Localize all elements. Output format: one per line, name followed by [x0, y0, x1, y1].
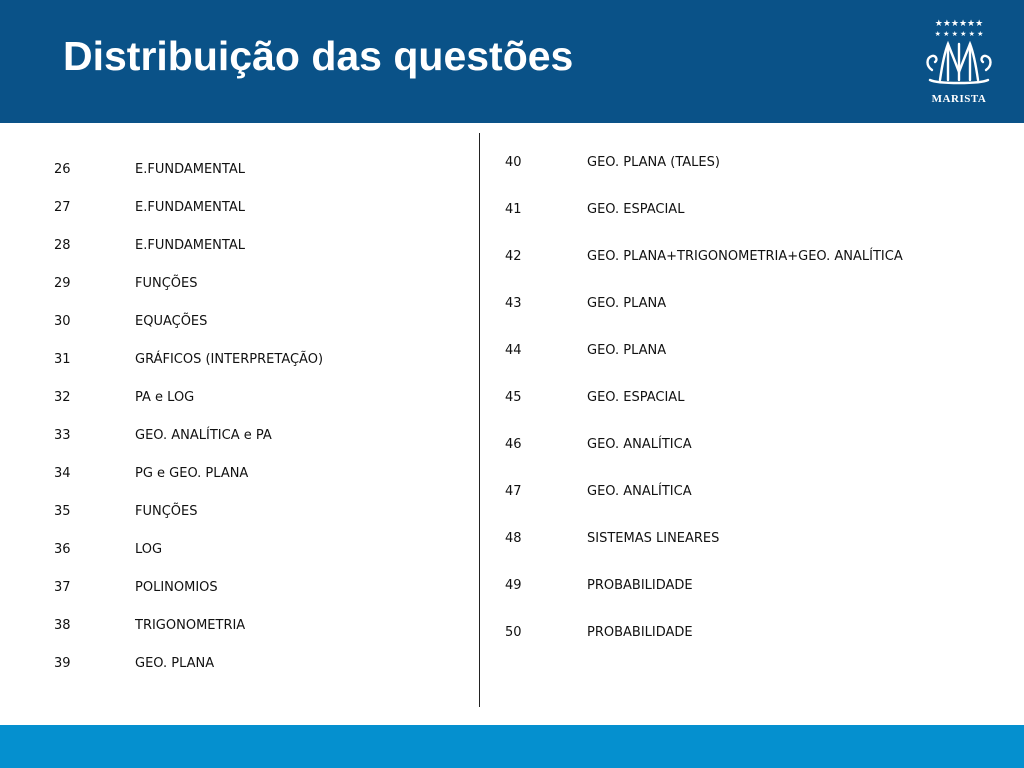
footer-bar: [0, 725, 1024, 768]
question-number: 42: [505, 249, 522, 264]
question-topic: PROBABILIDADE: [587, 625, 693, 640]
question-topic: LOG: [135, 542, 163, 557]
question-topic: GEO. PLANA: [587, 296, 667, 311]
question-number: 47: [505, 484, 522, 499]
question-number: 48: [505, 531, 522, 546]
question-number: 39: [54, 656, 71, 671]
question-topic: EQUAÇÕES: [135, 314, 208, 329]
question-topic: GEO. PLANA: [587, 343, 667, 358]
question-topic: GEO. ANALÍTICA e PA: [135, 428, 272, 443]
marista-monogram-icon: [918, 14, 1000, 92]
question-number: 43: [505, 296, 522, 311]
question-number: 41: [505, 202, 522, 217]
question-number: 50: [505, 625, 522, 640]
question-topic: GEO. ANALÍTICA: [587, 437, 692, 452]
question-topic: E.FUNDAMENTAL: [135, 200, 245, 215]
column-divider: [479, 133, 480, 707]
question-number: 27: [54, 200, 71, 215]
logo-text: MARISTA: [931, 93, 987, 105]
page-title: Distribuição das questões: [63, 33, 574, 79]
question-topic: SISTEMAS LINEARES: [587, 531, 720, 546]
question-topic: E.FUNDAMENTAL: [135, 162, 245, 177]
question-number: 45: [505, 390, 522, 405]
question-number: 33: [54, 428, 71, 443]
question-topic: TRIGONOMETRIA: [135, 618, 246, 633]
question-number: 38: [54, 618, 71, 633]
question-topic: GEO. PLANA (TALES): [587, 155, 720, 170]
question-topic: PG e GEO. PLANA: [135, 466, 249, 481]
question-topic: GEO. PLANA+TRIGONOMETRIA+GEO. ANALÍTICA: [587, 249, 903, 264]
question-topic: E.FUNDAMENTAL: [135, 238, 245, 253]
question-number: 34: [54, 466, 71, 481]
question-topic: FUNÇÕES: [135, 504, 198, 519]
question-topic: GEO. PLANA: [135, 656, 215, 671]
question-topic: PROBABILIDADE: [587, 578, 693, 593]
question-number: 36: [54, 542, 71, 557]
question-number: 40: [505, 155, 522, 170]
question-topic: GEO. ESPACIAL: [587, 202, 685, 217]
question-number: 35: [54, 504, 71, 519]
question-number: 49: [505, 578, 522, 593]
question-topic: GEO. ANALÍTICA: [587, 484, 692, 499]
marista-logo: [918, 14, 1000, 110]
question-topic: PA e LOG: [135, 390, 195, 405]
question-number: 29: [54, 276, 71, 291]
svg-text:★ ★ ★ ★ ★ ★: ★ ★ ★ ★ ★ ★: [934, 30, 984, 38]
question-number: 44: [505, 343, 522, 358]
question-number: 28: [54, 238, 71, 253]
question-number: 32: [54, 390, 71, 405]
question-number: 30: [54, 314, 71, 329]
question-topic: GRÁFICOS (INTERPRETAÇÃO): [135, 352, 324, 367]
svg-text:★★★★★★: ★★★★★★: [934, 19, 984, 29]
question-topic: GEO. ESPACIAL: [587, 390, 685, 405]
header-bar: [0, 0, 1024, 123]
question-number: 46: [505, 437, 522, 452]
question-number: 26: [54, 162, 71, 177]
question-topic: FUNÇÕES: [135, 276, 198, 291]
question-topic: POLINOMIOS: [135, 580, 218, 595]
question-number: 37: [54, 580, 71, 595]
question-number: 31: [54, 352, 71, 367]
